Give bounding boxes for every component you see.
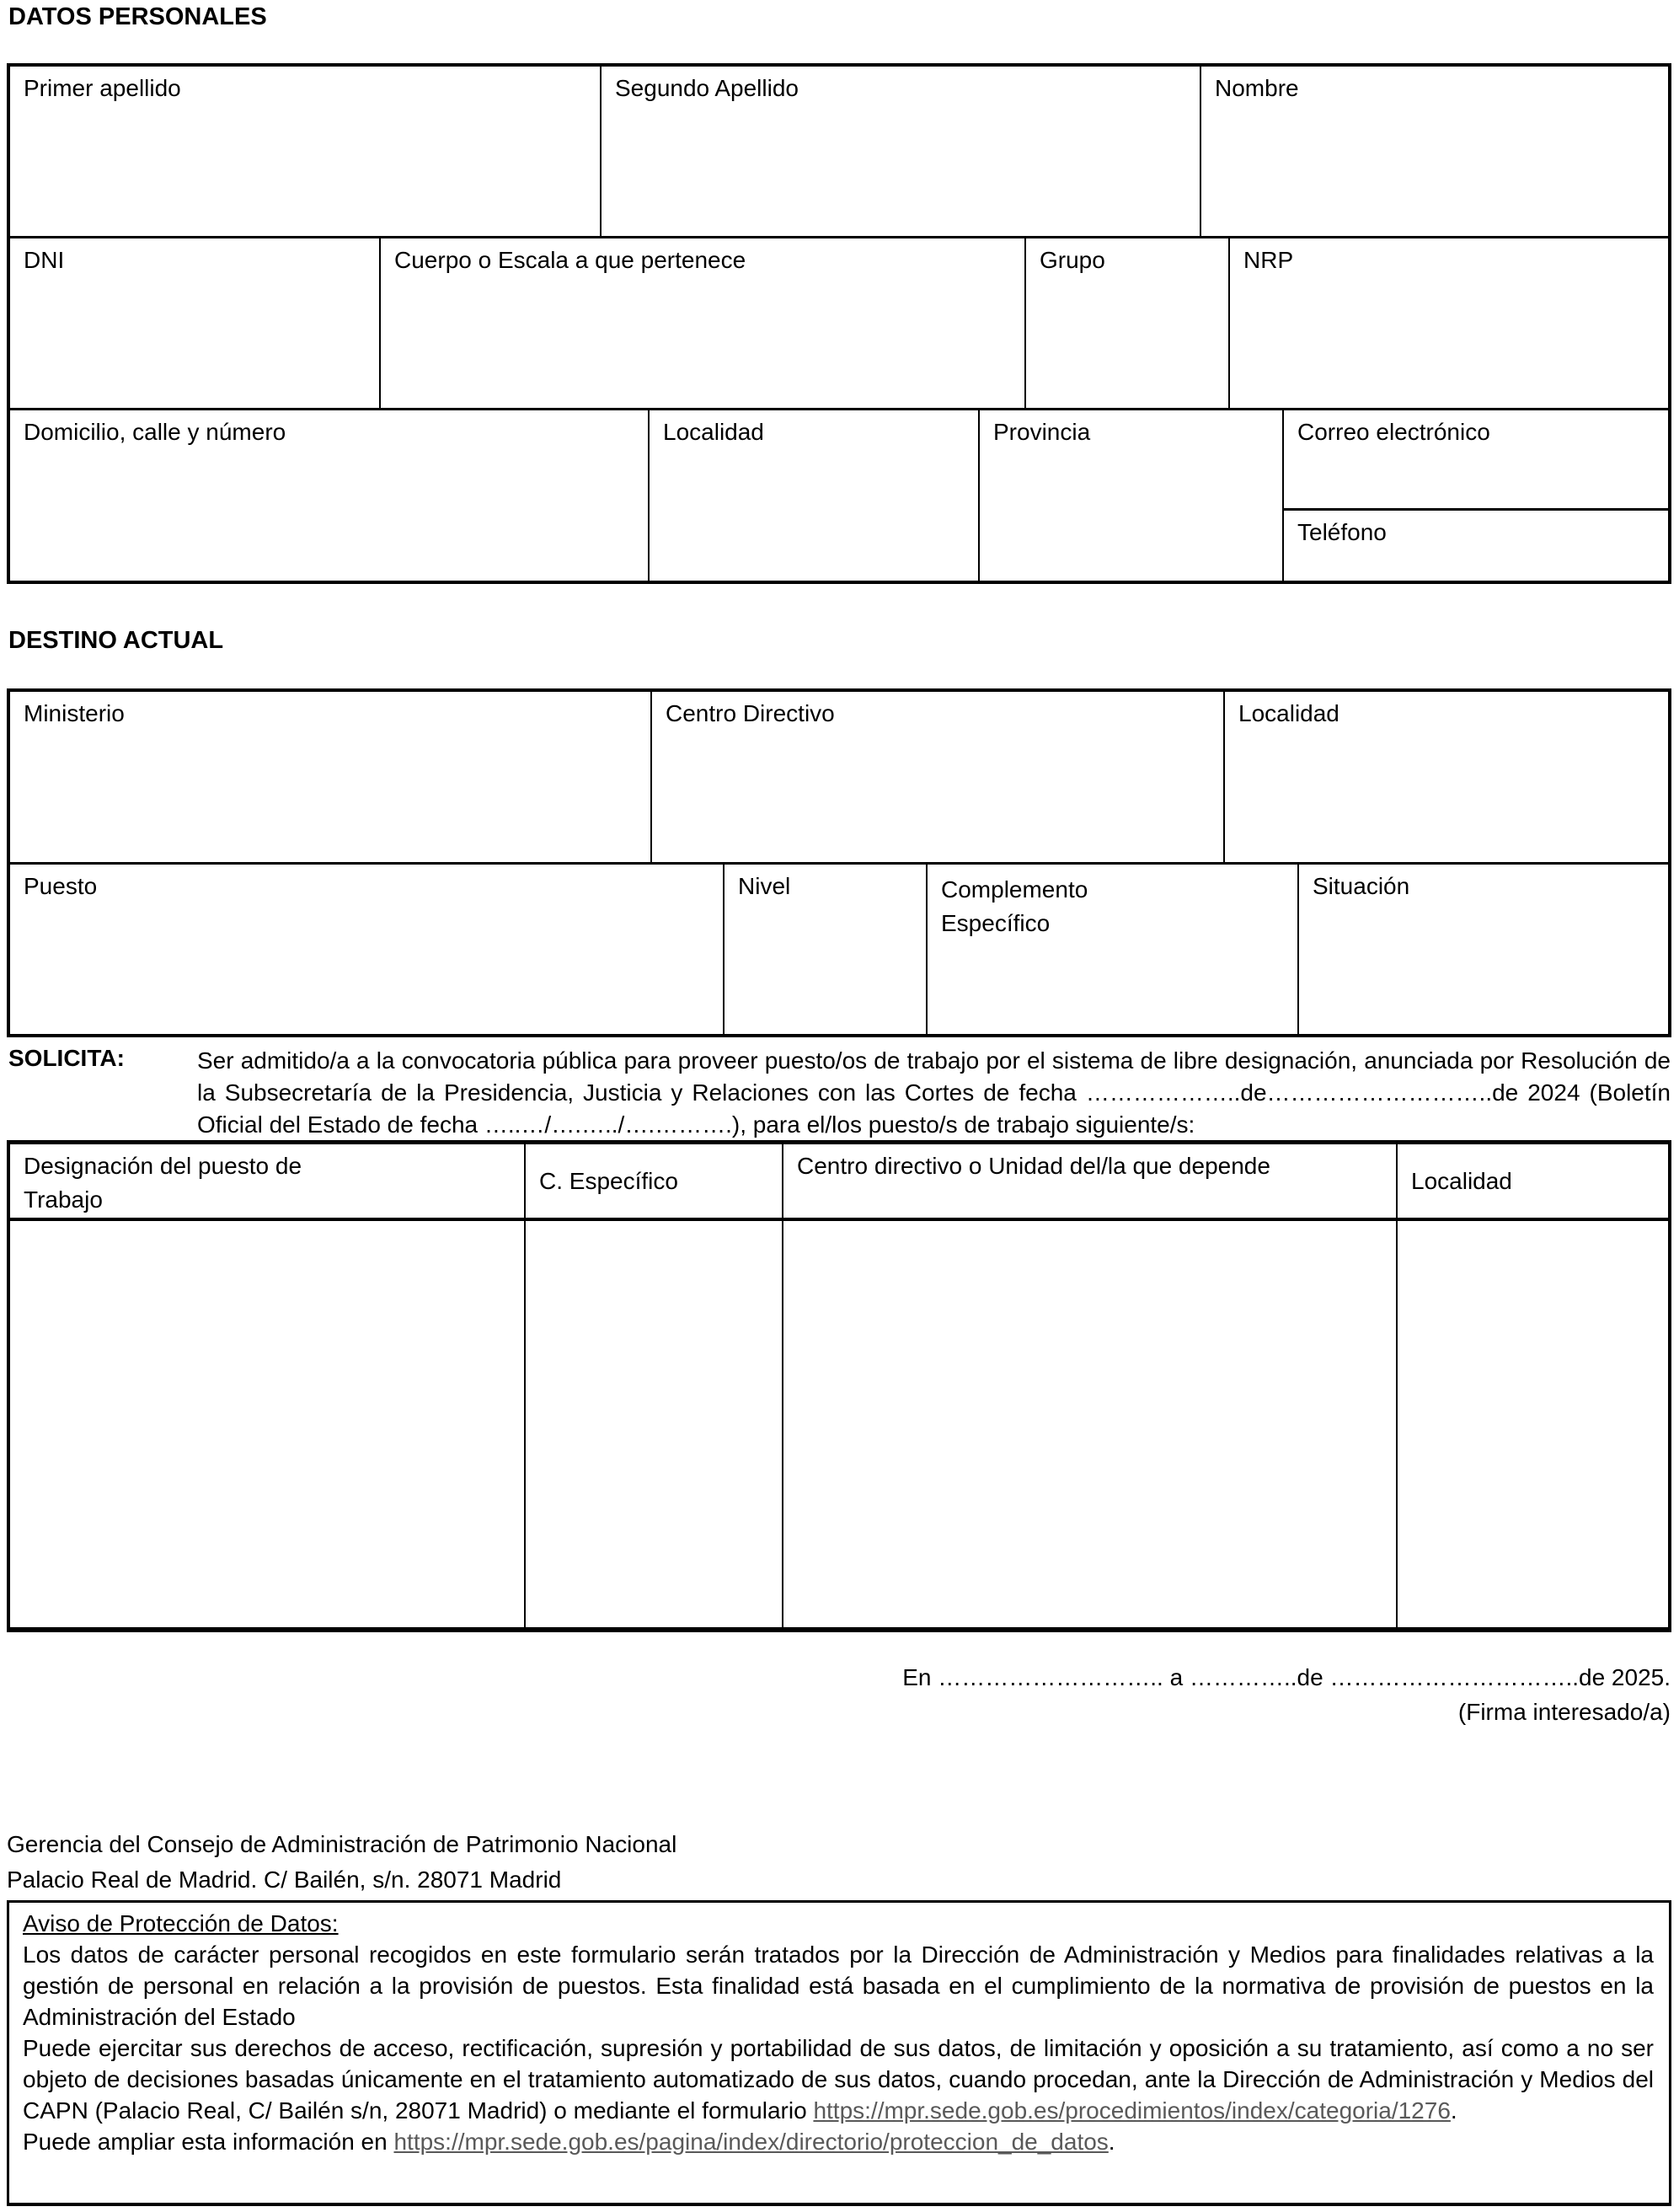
empty-cell-centro <box>783 1221 1398 1627</box>
field-label: Puesto <box>24 873 98 899</box>
field-label: Cuerpo o Escala a que pertenece <box>394 247 746 273</box>
puestos-solicitados-table <box>7 1140 1671 1632</box>
field-label: NRP <box>1243 247 1294 273</box>
field-label: Localidad <box>1238 700 1339 726</box>
section-title-destino-actual: DESTINO ACTUAL <box>8 627 224 654</box>
solicita-label: SOLICITA: <box>8 1045 125 1071</box>
field-label: Localidad <box>663 419 764 445</box>
notice-paragraph-3-period: . <box>1108 2129 1115 2155</box>
field-situacion <box>1299 865 1668 1034</box>
field-primer-apellido <box>10 67 602 236</box>
empty-cell-designacion <box>10 1221 526 1627</box>
header-designacion-puesto <box>10 1144 526 1218</box>
field-label: Grupo <box>1040 247 1105 273</box>
field-grupo <box>1026 238 1230 408</box>
destino-actual-table <box>7 688 1671 1037</box>
field-nrp <box>1230 238 1668 408</box>
signature-block <box>902 1660 1671 1729</box>
signature-label: (Firma interesado/a) <box>1457 1699 1671 1725</box>
link-proteccion-de-datos[interactable]: https://mpr.sede.gob.es/pagina/index/directorio/proteccion_de_datos <box>393 2129 1109 2155</box>
field-label: Provincia <box>993 419 1091 445</box>
field-correo-electronico <box>1284 410 1668 511</box>
field-label: Domicilio, calle y número <box>24 419 286 445</box>
field-dni <box>10 238 381 408</box>
field-label: Situación <box>1313 873 1410 899</box>
field-label: Primer apellido <box>24 75 181 101</box>
empty-cell-c-especifico <box>526 1221 783 1627</box>
field-cuerpo-escala <box>381 238 1026 408</box>
addressee-organism: Gerencia del Consejo de Administración de Patrimonio Nacional <box>7 1831 677 1857</box>
solicita-block <box>8 1045 1671 1141</box>
data-protection-notice-box <box>7 1900 1671 2206</box>
field-label: Complemento Específico <box>941 876 1088 936</box>
field-label: Ministerio <box>24 700 125 726</box>
field-puesto <box>10 865 725 1034</box>
field-localidad-destino <box>1225 692 1668 862</box>
field-ministerio <box>10 692 652 862</box>
header-c-especifico <box>526 1144 783 1218</box>
addressee-block <box>7 1827 676 1898</box>
addressee-address: Palacio Real de Madrid. C/ Bailén, s/n. 28071 Madrid <box>7 1867 562 1893</box>
field-segundo-apellido <box>602 67 1201 236</box>
table-body-row <box>10 1218 1668 1627</box>
header-localidad <box>1398 1144 1668 1218</box>
field-label: Nivel <box>738 873 791 899</box>
datos-personales-table <box>7 63 1671 584</box>
table-row <box>10 408 1668 581</box>
table-row <box>10 692 1668 862</box>
notice-paragraph-2-text: Puede ejercitar sus derechos de acceso, rectificación, supresión y portabilidad de sus datos, de limitación y oposición a su tratamiento, así como a no ser objeto de decisiones basadas únicamente en el tratamiento automatizado de sus datos, cuando procedan, ante la Dirección de Administración y Medios del CAPN (Palacio Real, C/ Bailén s/n, 28071 Madrid) o mediante el formulario <box>23 2035 1654 2124</box>
field-label: Centro Directivo <box>666 700 835 726</box>
notice-paragraph-3-text: Puede ampliar esta información en <box>23 2129 394 2155</box>
column-header-label: Centro directivo o Unidad del/la que depende <box>797 1153 1270 1179</box>
link-procedimientos-categoria-1276[interactable]: https://mpr.sede.gob.es/procedimientos/index/categoria/1276 <box>813 2097 1451 2124</box>
field-nombre <box>1201 67 1668 236</box>
table-row <box>10 67 1668 236</box>
notice-paragraph-3 <box>23 2126 1654 2157</box>
notice-paragraph-2 <box>23 2033 1654 2126</box>
notice-paragraph-1: Los datos de carácter personal recogidos en este formulario serán tratados por la Dirección de Administración y Medios para finalidades relativas a la gestión de personal en relación a la provisión de puestos. Esta finalidad está basada en el cumplimiento de la normativa de provisión de puestos en la Administración del Estado <box>23 1942 1654 2030</box>
table-row <box>10 236 1668 408</box>
field-complemento-especifico <box>928 865 1299 1034</box>
field-label: Correo electrónico <box>1297 419 1490 445</box>
field-correo-telefono <box>1284 410 1668 581</box>
notice-paragraph-2-period: . <box>1450 2097 1457 2124</box>
field-centro-directivo <box>652 692 1225 862</box>
column-header-label: C. Específico <box>539 1167 678 1194</box>
table-header-row <box>10 1144 1668 1218</box>
field-label: Nombre <box>1215 75 1299 101</box>
signature-date-line: En ……………………….. a …………..de …………………………..de 2025. <box>902 1664 1671 1690</box>
field-domicilio <box>10 410 650 581</box>
field-localidad <box>650 410 980 581</box>
solicita-text: Ser admitido/a a la convocatoria pública para proveer puesto/os de trabajo por el sistema de libre designación, anunciada por Resolución de la Subsecretaría de la Presidencia, Justicia y Relaciones con las Cortes de fecha ………………..de………………………..de 2024 (Boletín Oficial del Estado de fecha …..…/….…../….……….), para el/los puesto/s de trabajo siguiente/s: <box>197 1047 1671 1138</box>
empty-cell-localidad <box>1398 1221 1668 1627</box>
field-label: Teléfono <box>1297 519 1387 545</box>
field-label: Segundo Apellido <box>615 75 799 101</box>
header-centro-directivo <box>783 1144 1398 1218</box>
table-row <box>10 862 1668 1034</box>
section-title-datos-personales: DATOS PERSONALES <box>8 3 267 30</box>
column-header-label: Designación del puesto de Trabajo <box>24 1153 302 1213</box>
field-telefono <box>1284 511 1668 581</box>
field-label: DNI <box>24 247 65 273</box>
field-provincia <box>980 410 1284 581</box>
notice-title: Aviso de Protección de Datos: <box>23 1910 339 1936</box>
field-nivel <box>725 865 928 1034</box>
column-header-label: Localidad <box>1411 1167 1512 1194</box>
